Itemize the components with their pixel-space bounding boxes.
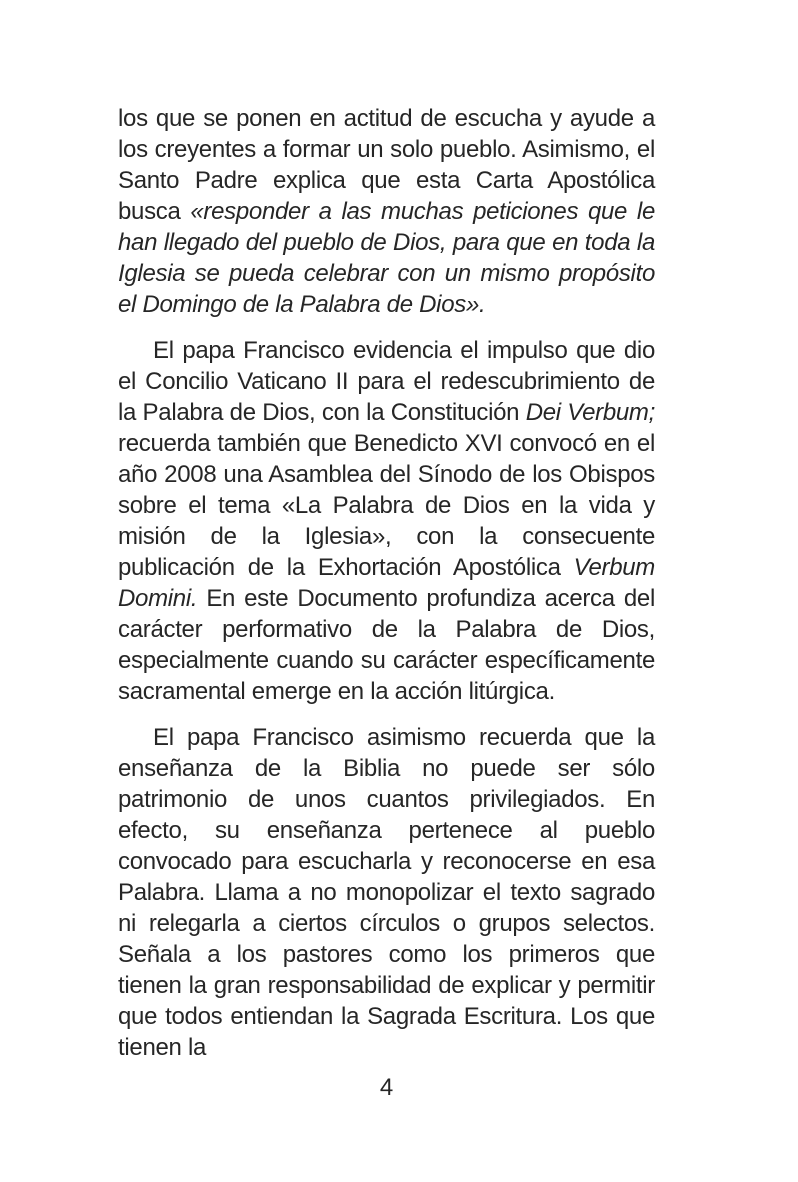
paragraph xyxy=(118,335,655,707)
text-run: En este Documento profundiza acerca del carácter performativo de la Palabra de Dios, especialmente cuando su carácter específicamente sacramental emerge en la acción litúrgica. xyxy=(118,585,655,705)
italic-text-run: «responder a las muchas peticiones que le han llegado del pueblo de Dios, para que en toda la Iglesia se pueda celebrar con un mismo propósito el Domingo de la Palabra de Dios». xyxy=(118,198,655,318)
paragraph xyxy=(118,103,655,320)
text-run: recuerda también que Benedicto XVI convocó en el año 2008 una Asamblea del Sínodo de los Obispos sobre el tema «La Palabra de Dios en la vida y misión de la Iglesia», con la consecuente publicación de la Exhortación Apostólica xyxy=(118,430,655,581)
text-run: los que se ponen en actitud de escucha y ayude a los creyentes a formar un solo pueblo. Asimismo, el Santo Padre explica que esta Carta Apostólica busca xyxy=(118,105,655,225)
text-run: El papa Francisco evidencia el impulso que dio el Concilio Vaticano II para el redescubrimiento de la Palabra de Dios, con la Constitución xyxy=(118,337,655,426)
page-footer xyxy=(118,1074,655,1102)
text-run: El papa Francisco asimismo recuerda que la enseñanza de la Biblia no puede ser sólo patrimonio de unos cuantos privilegiados. En efecto, su enseñanza pertenece al pueblo convocado para escucharla y reconocerse en esa Palabra. Llama a no monopolizar el texto sagrado ni relegarla a ciertos círculos o grupos selectos. Señala a los pastores como los primeros que tienen la gran responsabilidad de explicar y permitir que todos entiendan la Sagrada Escritura. Los que tienen la xyxy=(118,724,655,1061)
page-text-block xyxy=(118,103,655,1063)
italic-text-run: Verbum Domini. xyxy=(118,554,655,612)
paragraph xyxy=(118,722,655,1063)
italic-text-run: Dei Verbum; xyxy=(525,399,655,426)
page-number: 4 xyxy=(379,1074,394,1101)
